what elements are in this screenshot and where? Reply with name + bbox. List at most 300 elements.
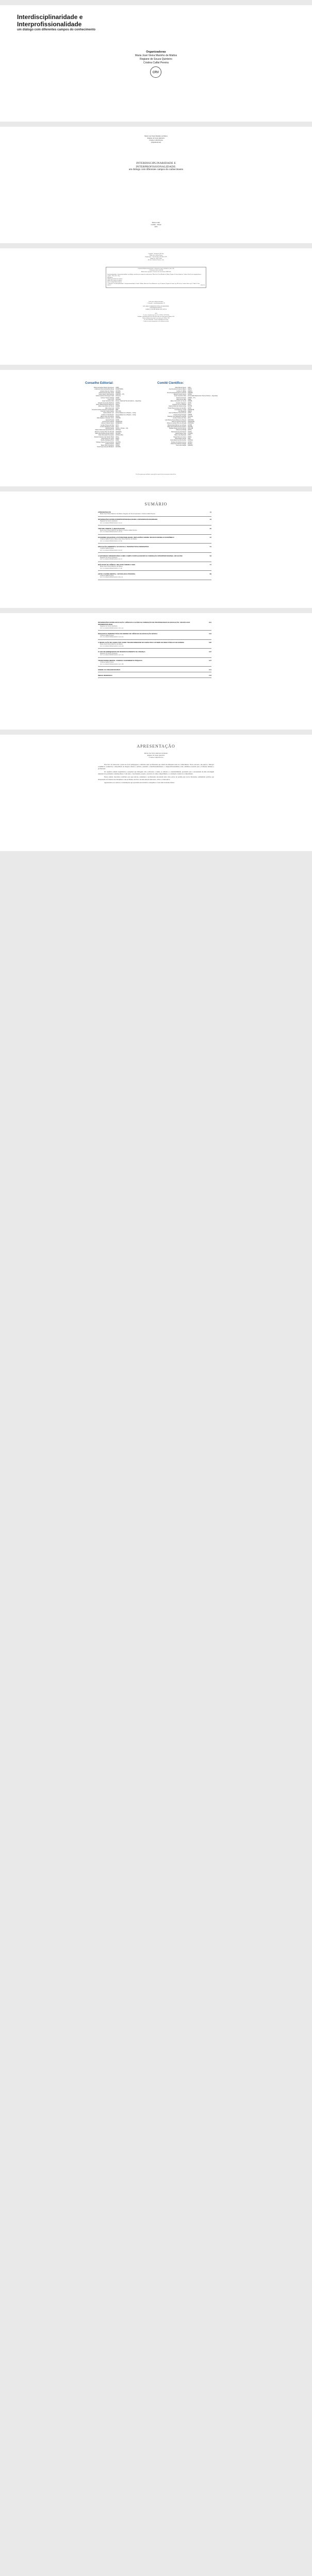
toc-entry-title: VIRTUDE FRENTE À (IN)CIVILIDADE xyxy=(98,527,125,530)
toc-entry xyxy=(98,641,211,649)
imprint-line: Todos os direitos desta edição reservados pela: Editora CRV xyxy=(142,318,170,319)
index-title: Índice para catálogo sistemático xyxy=(149,301,163,302)
council-member-name: Francisco Carlos Duarte xyxy=(101,411,114,413)
council-member-name: Guillermo Arias Beatón xyxy=(101,414,114,416)
book-doi: DOI 10.24824/978652510000.0 xyxy=(107,282,122,283)
council-member-name: Anna Augusta Sampaio de Oliveira xyxy=(167,392,186,394)
toc-entry-heading xyxy=(98,621,211,625)
toc-entry-doi: DOI: 10.24824/978652510000.0.63-76 xyxy=(100,558,122,561)
toc-entry-doi: DOI: 10.24824/978652510000.0.113-124 xyxy=(100,636,124,638)
cdd-code: CDD 370 xyxy=(200,285,205,286)
council-member-name: Carmen Tereza Velanga xyxy=(101,397,114,399)
council-member-affiliation: (UERJ) xyxy=(188,388,192,391)
council-member-name: Aldira Guimarães Duarte Domínguez xyxy=(93,387,114,388)
organizer-name: Cristina Calfat Pereira xyxy=(149,139,163,141)
scientific-committee-title: Comitê Científico: xyxy=(157,382,184,385)
presentation-author: Cristina Calfat Pereira xyxy=(149,756,163,758)
council-member-affiliation: (UPF) xyxy=(188,387,191,388)
council-member-name: Tania Suely Azevedo Brasileiro xyxy=(97,446,114,448)
council-member-affiliation: (UNIR) xyxy=(116,397,120,399)
toc-entry-authors: Maria José Vieira Marinho de Mattos xyxy=(100,566,123,568)
toc-list-2 xyxy=(98,621,211,680)
council-member-name: Najela Tavares Ujiie xyxy=(175,433,186,435)
toc-entry xyxy=(98,573,211,580)
council-member-name: Jailson Alves dos Santos xyxy=(100,416,114,418)
council-member-name: Ilma Passos A. Veiga xyxy=(174,409,186,411)
council-member-affiliation: (Universidade de La Havana – Cuba) xyxy=(116,412,136,414)
credits-block xyxy=(108,253,204,261)
toc-entry xyxy=(98,674,211,678)
presentation-paragraph: Este livro foi elaborado a partir de trocas pedagógicas e reflexões entre profissionais que atuam em diferentes áreas do conhecimento. Nosso encontro, em grupos e diálogos acadêmicos, evidenciou a importância de integrar saberes e práticas, pensando a interdisciplinaridade e a interprofissionalidade como caminhos possíveis para a formação humana e profissional. xyxy=(98,764,214,770)
council-member-affiliation: (Unieuro) xyxy=(116,395,121,397)
presentation-author: Maria José Vieira Marinho de Mattos xyxy=(144,752,168,754)
cip-subjects: 1. Educação 2. Interdisciplinaridade 3. Interprofissionalidade 4. Saúde I. Mattos, Maria José Vieira Marinho de. org. II. Quinteiro, Regiane de Souza. org. III. Pereira, Cristina Calfat. org. IV. Título V. Série. xyxy=(107,283,200,284)
council-member-name: Maria de Lourdes Pinto de Almeida xyxy=(94,431,114,433)
council-member-name: Elizeu Clementino de Souza xyxy=(170,400,186,402)
toc-entry-title: APRESENTAÇÃO xyxy=(98,511,111,513)
council-member-name: Andréia N. Militão xyxy=(176,390,186,392)
council-member-name: Marcos Vinicius Francisco xyxy=(172,420,186,422)
toc-divider xyxy=(98,525,211,526)
imprint-website: Conheça os nossos lançamentos: www.editoracrv.com.br xyxy=(143,321,169,322)
logo-text: CRV xyxy=(152,71,159,74)
council-member-affiliation: (UFMG) xyxy=(116,402,120,404)
council-member-name: Lourdes Helena da Silva xyxy=(100,424,114,426)
council-member-affiliation: (UFRJ) xyxy=(116,416,120,418)
council-member-name: Élsio José Corá xyxy=(105,407,114,409)
council-member-name: Anselmo Alencar Colares xyxy=(100,390,114,392)
council-member-affiliation: (UNESP) xyxy=(116,417,121,419)
presentation-authors xyxy=(0,752,312,758)
council-member-name: Mohammed Elhajji xyxy=(176,429,186,431)
cip-bibliography: Bibliografia xyxy=(107,277,113,278)
publisher-name: Editora CRV xyxy=(152,222,160,224)
toc-entry-page: 25 xyxy=(209,527,211,530)
toc-entry-page: 113 xyxy=(209,632,211,635)
toc-entry-authors: Cristina Calfat Pereira xyxy=(100,662,114,664)
toc-entry-title: A RESOLUÇÃO DE CONFLITOS COMO TRANSFORMADOR DO ESPECTRO AUTISMO NO MEIO PÚBLICO DE ENSINO xyxy=(98,641,184,644)
toc-entry-page: 171 xyxy=(208,668,211,671)
council-member-name: Francisco Ari de Andrade xyxy=(172,403,186,405)
council-member-name: Maria Cristina dos Santos Bezerra xyxy=(95,429,114,431)
toc-entry-title: O USO DE BRINQUEDOS NO DESENVOLVIMENTO DA CRIANÇA xyxy=(98,650,145,653)
toc-list xyxy=(98,511,211,582)
council-member-affiliation: (UFBA) xyxy=(188,394,192,396)
council-member-affiliation: (UTFPR) xyxy=(188,433,193,435)
toc-entry xyxy=(98,555,211,562)
cip-title: DADOS INTERNACIONAIS DE CATALOGAÇÃO NA PUBLICAÇÃO (CIP) xyxy=(138,268,174,269)
council-member-name: Maria Eurácia Barreto de Andrade xyxy=(167,424,186,426)
cover-title xyxy=(17,13,83,28)
toc-entry-page: 125 xyxy=(208,641,211,644)
council-member-affiliation: (UFOPA) xyxy=(116,390,121,392)
toc-entry-doi: DOI: 10.24824/978652510000.0.13-24 xyxy=(100,522,122,524)
toc-entry-authors: Maria José Vieira Marinho de Mattos; Regiane de Souza Quinteiro; Cristina Calfat Pereira xyxy=(100,513,155,515)
council-member-affiliation: (UNOESTE) xyxy=(188,420,195,422)
council-member-affiliation: (UFV) xyxy=(116,424,119,426)
council-member-name: Ana Chrystina Venancio Mignot xyxy=(169,388,186,391)
toc-entry-doi: DOI: 10.24824/978652510000.0.147-156 xyxy=(100,663,124,665)
council-member-affiliation: (UCB) xyxy=(188,412,191,414)
toc-entry xyxy=(98,511,211,516)
isbn-physical: ISBN Físico 978-65-251-0000-0 xyxy=(107,280,122,281)
publisher-city: Curitiba – Brasil xyxy=(151,224,161,226)
toc-entry-page: 51 xyxy=(209,545,211,548)
council-member-affiliation: (UNISAL) xyxy=(188,439,193,442)
cip-box xyxy=(106,267,206,288)
toc-entry-authors: Cristina Calfat Pereira xyxy=(100,634,114,636)
editorial-council-title: Conselho Editorial: xyxy=(85,382,114,385)
council-member-name: Elione Maria Nogueira Diogenes xyxy=(96,403,114,405)
council-member xyxy=(157,445,224,446)
toc-entry-page: 173 xyxy=(208,674,211,676)
book-subtitle: um diálogo com diferentes campos do conhecimento xyxy=(128,168,184,171)
review-note: Este livro passou por avaliação e aprovação às cegas de dois ou mais pareceristas ad hoc. xyxy=(136,474,176,475)
council-member-affiliation: (UFSCar) xyxy=(116,429,121,431)
cover-title-line1: Interdisciplinaridade e xyxy=(17,13,83,21)
presentation-body xyxy=(98,764,214,785)
council-member-name: Josania Portela xyxy=(105,419,114,421)
council-member-affiliation: (UFOPA) xyxy=(188,426,193,428)
toc-divider xyxy=(98,543,211,544)
council-member-name: Andréia da Silva Quintanilha Sousa xyxy=(94,388,114,391)
council-member-affiliation: (UEPG) xyxy=(116,443,120,445)
toc-entry-page: 37 xyxy=(209,536,211,539)
toc-entry-page: 147 xyxy=(208,659,211,662)
scientific-committee xyxy=(157,381,224,446)
toc-page-2 xyxy=(0,613,312,730)
council-member-affiliation: (UFRJ) xyxy=(188,429,192,431)
council-member-affiliation: (FURG) xyxy=(188,443,192,445)
council-member-name: Suzana dos Santos Gomes xyxy=(171,441,186,443)
toc-divider xyxy=(98,657,211,658)
organizer-role: (Organizadoras) xyxy=(151,141,161,143)
council-member-affiliation: (UNICEUB) xyxy=(188,409,194,411)
council-member-name: Maria Lília Imbiriba Sousa Colares xyxy=(167,426,186,428)
imprint-line: Foi feito o depósito legal conf. Lei 10.994 de 14/12/2004 xyxy=(143,315,169,316)
toc-entry-title: DESAFIOS E PERSPECTIVAS DO ENSINO DE CIÊNCIAS NA EDUCAÇÃO BÁSICA xyxy=(98,632,158,635)
toc-entry-title: DIÁLOGOS DA CIÊNCIA: RELATOS SOBRE O SER xyxy=(98,564,135,566)
council-member-affiliation: (UFRB) xyxy=(188,424,192,426)
council-member-affiliation: (UFV) xyxy=(188,417,191,419)
council-member-affiliation: (UNOESC) xyxy=(116,431,122,433)
council-member-affiliation: (UFRRJ) xyxy=(116,392,121,394)
toc-entry-page: 63 xyxy=(209,554,211,557)
council-member-name: Maria de Lourdes Pinto de Almeida xyxy=(167,422,186,425)
council-member-name: Cesar Gerónimo Tello xyxy=(174,395,186,397)
council-member-name: Helder Buenos Aires de Carvalho xyxy=(168,407,186,409)
cover-page xyxy=(0,5,312,122)
council-member-name: Altair Alberto Fávero xyxy=(175,387,186,388)
app-note: CONHEÇA E BAIXE NOSSO APLICATIVO! xyxy=(145,309,167,310)
toc-entry-authors: Regiane de Souza Quinteiro xyxy=(100,625,118,627)
imprint-line: Proibida a reprodução parcial ou total desta obra sem autorização da Editora CRV xyxy=(137,316,175,317)
credit-line: Imagem de Capa: Freepik xyxy=(150,258,162,259)
council-member-affiliation: (Universidade de La Havana – Cuba) xyxy=(116,414,136,416)
council-member-affiliation: (UFG) xyxy=(116,436,119,438)
council-member-name: Jussara Fraga Portugal xyxy=(173,414,186,416)
council-member-affiliation: (UFC) xyxy=(188,403,191,405)
council-member-affiliation: (UDESC) xyxy=(188,445,193,447)
presentation-paragraph: Nesse sentido, buscamos contribuir para que leitores, estudantes e profissionais encontrem nesta obra pontos de partida para novas discussões, estimulando práticas que ultrapassem as fronteiras das disciplinas e das profissões, em favor de uma atuação mais ética, crítica e colaborativa. xyxy=(98,776,214,781)
toc-entry xyxy=(98,518,211,526)
imprint-contact: Tel.: (41) 3039-6418 – E-mail: sac@editoracrv.com.br xyxy=(143,319,169,320)
toc-entry xyxy=(98,633,211,640)
presentation-paragraph: Os capítulos reúnem experiências e pesquisas que dialogam com a educação, a saúde, as ciências e a sustentabilidade, apontando para a necessidade de uma abordagem ampliada dos problemas contemporâneos. Cada texto, à sua maneira, propõe o exercício do olhar compartilhado e a construção coletiva do conhecimento. xyxy=(98,771,214,775)
toc-entry xyxy=(98,651,211,658)
title-page-organizers xyxy=(0,135,312,143)
council-member-name: Maria Lília Imbiriba Sousa Colares xyxy=(95,433,114,435)
council-member-affiliation: (Unemat) xyxy=(188,416,193,418)
council-member-name: Kilwangy Kya Kapitango-a-Samba xyxy=(167,416,186,418)
council-member-affiliation: (UFOPA) xyxy=(116,446,121,448)
toc-entry-doi: DOI: 10.24824/978652510000.0.101-112 xyxy=(100,627,124,629)
council-member-name: Mônica Pereira dos Santos xyxy=(171,431,186,433)
council-member-affiliation: (UNIEURO) xyxy=(116,422,122,425)
cover-subtitle: um diálogo com diferentes campos do conhecimento xyxy=(17,28,96,31)
council-member-affiliation: (UNEB) xyxy=(188,400,192,402)
council-member-affiliation: (UFFS) xyxy=(116,407,120,409)
council-member-name: Carlos Alberto Vilar Estêvão xyxy=(98,394,114,396)
organizer-name: Regiane de Souza Quinteiro xyxy=(147,137,165,139)
council-member-name: Nilson José Machado xyxy=(174,434,186,436)
title-page-imprint xyxy=(0,222,312,228)
council-member-name: Míghian Danae Ferreira Nunes xyxy=(169,428,186,430)
toc-entry xyxy=(98,564,211,571)
council-member-affiliation: (UFRJ) xyxy=(188,431,192,433)
council-member-affiliation: (UFV) xyxy=(116,426,119,428)
council-member-affiliation: (UFPI) xyxy=(188,402,192,404)
credit-line: Revisão: Analista de Escrita e Artes xyxy=(147,260,165,261)
toc-entry-title: EDUCAÇÃO AMBIENTAL NA ESCOLA: PERSPECTIVAS DIFERENTES xyxy=(98,545,149,548)
digital-note: ESTA OBRA TAMBÉM ENCONTRA-SE DISPONÍVEL xyxy=(143,306,169,307)
toc-entry xyxy=(98,659,211,667)
toc-entry-title: ECONOMIA SOLIDÁRIA E SUSTENTABILIDADE: REFLEXÕES SOBRE UM NOVO MODELO ECONÔMICO xyxy=(98,536,174,539)
council-member-name: Fernando Antônio Gonçalves Alcoforado xyxy=(92,409,114,411)
council-member-affiliation: (UFOP) xyxy=(188,405,192,408)
organizer-name: Maria José Vieira Marinho de Mattos xyxy=(144,135,168,137)
toc-entry-heading xyxy=(98,669,211,671)
organizer-name: Maria José Vieira Marinho de Mattos xyxy=(135,54,177,57)
council-member-name: Gloria Fariñas León xyxy=(103,412,114,414)
council-member-name: Eliane Rose Maio xyxy=(176,399,186,401)
toc-entry-doi: DOI: 10.24824/978652510000.0.77-88 xyxy=(100,567,122,569)
council-member-affiliation: (UNISINOS) xyxy=(116,420,123,422)
council-member-affiliation: (UNB) xyxy=(116,439,119,442)
presentation-paragraph: Agradecemos aos autores e às instituições que apoiaram esta iniciativa e desejamos a todos uma excelente leitura. xyxy=(104,781,175,784)
toc-entry xyxy=(98,546,211,553)
council-member-name: José de Ribamar Sousa Pereira xyxy=(169,412,186,414)
council-member-affiliation: (UFPI) xyxy=(116,419,120,421)
toc-entry-doi: DOI: 10.24824/978652510000.0.51-62 xyxy=(100,549,122,551)
council-member-name: Leonel Severo Rocha xyxy=(102,420,114,422)
council-member-affiliation: (UNIDA – PY) xyxy=(188,397,195,399)
toc-divider xyxy=(98,516,211,517)
toc-entry-title: TRANSTORNO MENTAL COMUM E SOFRIMENTO PSÍQUICO xyxy=(98,659,142,662)
council-member-name: Silvia Regina Canan xyxy=(175,437,186,439)
credit-line: Diagramação e Capa: Designers da Editora CRV xyxy=(145,257,167,258)
council-member-affiliation: (URI) xyxy=(188,437,191,439)
title-page xyxy=(0,127,312,243)
toc-entry-title: ARTE E SAÚDE MENTAL: UM DIÁLOGO POSSÍVEL xyxy=(98,572,136,575)
council-member-name: Vera Lucia Gaspar xyxy=(176,445,186,447)
title-page-title xyxy=(0,162,312,172)
council-member-affiliation: (UNEB) xyxy=(116,405,120,408)
council-member-affiliation: (UNB) xyxy=(116,387,119,388)
council-member-name: Carlos Federico Dominguez Avila xyxy=(95,395,114,397)
toc-entry-doi: DOI: 10.24824/978652510000.0.25-36 xyxy=(100,531,122,533)
toc-entry-page: 101 xyxy=(208,621,211,623)
imprint-year: 2023 xyxy=(155,313,157,314)
organizers-label: Organizadoras xyxy=(146,50,166,54)
publication-year: 2023 xyxy=(154,226,158,228)
council-member-name: Renato Francisco dos Santos Paula xyxy=(94,436,114,438)
presentation-title: APRESENTAÇÃO xyxy=(137,744,175,749)
toc-entry xyxy=(98,669,211,672)
council-member-name: Lourdes Helena da Silva xyxy=(172,417,186,419)
council-member-name: Marcelo Paixão xyxy=(105,428,114,430)
council-member-affiliation: (IPB) xyxy=(116,409,119,411)
copyright-page xyxy=(0,248,312,365)
toc-entry xyxy=(98,528,211,535)
council-member-affiliation: (UNIR/UFRN) xyxy=(116,388,123,391)
council-member-affiliation: (UFSCar) xyxy=(116,399,121,401)
toc-entry-authors: Cristina Calfat Pereira xyxy=(100,574,114,577)
organizer-name: Regiane de Souza Quinteiro xyxy=(140,58,172,61)
council-member-name: Sérgio Nunes de Jesus xyxy=(173,436,186,438)
toc-entry-authors: Maria José Vieira Marinho de Mattos; Cristina Calfat Pereira xyxy=(100,529,137,531)
toc-entry-page: 77 xyxy=(209,564,211,566)
editorial-council xyxy=(85,381,152,448)
council-member-name: Celso Conti xyxy=(107,399,114,401)
council-member-affiliation: (UEM) xyxy=(188,399,191,401)
council-member-affiliation: (UFPI) xyxy=(188,407,192,409)
council-member-name: Simone Rodrigues Pinto xyxy=(101,439,114,442)
toc-entry-title: INTERSEÇÕES ENTRE INTERPROFISSIONALIDADE E INTERDISCIPLINARIDADE xyxy=(98,518,158,521)
council-member-affiliation: (UFAL) xyxy=(116,403,120,405)
council-member xyxy=(85,446,152,448)
council-member-name: Lucia Marisy Souza Ribeiro de Oliveira xyxy=(165,419,186,421)
council-member-name: João Adalberto Campato Junior xyxy=(96,417,114,419)
toc-entry-doi: DOI: 10.24824/978652510000.0.37-50 xyxy=(100,540,122,542)
council-member-affiliation: (UNOESC) xyxy=(188,422,194,425)
council-member-name: Tadeu Oliver Gonçalves xyxy=(101,445,114,447)
toc-entry xyxy=(98,536,211,544)
toc-entry-page: 13 xyxy=(209,518,211,521)
council-member-affiliation: (USP) xyxy=(188,434,191,436)
cip-body: Interdisciplinaridade e interprofissionalidade: um diálogo com diferentes campos do conhecimento / Maria José Vieira Marinho de Mattos, Regiane de Souza Quinteiro, Cristina Calfat Pereira (organizadoras) – Curitiba : CRV, 2023. 176 p. xyxy=(107,274,202,277)
council-member-affiliation: (Univer. Nacional Três de Febrero – Argentina) xyxy=(116,400,141,402)
cover-title-line2: Interprofissionalidade xyxy=(17,21,82,28)
index-item: 1. Educação – interdisciplinaridade 370 xyxy=(147,303,165,304)
book-title: INTERDISCIPLINARIDADE E INTERPROFISSIONALIDADE: xyxy=(136,162,176,168)
council-page xyxy=(0,370,312,486)
cip-subtitle: CATALOGAÇÃO NA FONTE xyxy=(149,270,163,271)
credit-line: Copyright © da Editora CRV Ltda. xyxy=(148,253,164,255)
council-member-affiliation: (UFOPA) xyxy=(116,433,121,435)
toc-entry-authors: Regiane de Souza Quinteiro xyxy=(100,652,118,654)
toc-entry-title: INTERSEÇÕES ENTRE EDUCAÇÃO, CIÊNCIAS E SAÚDE NA FORMAÇÃO DE PROFISSIONAIS DA EDUCAÇÃO: UM DIÁLOGO INTERDISCIPLINAR xyxy=(98,621,190,625)
toc-divider xyxy=(98,639,211,640)
toc-page xyxy=(0,492,312,608)
toc-entry-authors: Maria José Vieira Marinho de Mattos xyxy=(100,643,123,646)
council-member-affiliation: (IFRO) xyxy=(188,436,192,438)
toc-entry-doi: DOI: 10.24824/978652510000.0.137-146 xyxy=(100,654,124,656)
toc-entry-authors: Regiane de Souza Quinteiro xyxy=(100,520,118,522)
council-member-affiliation: (PUC-PR) xyxy=(116,411,121,413)
council-member-name: Diosnel Centurion xyxy=(176,397,186,399)
publisher-logo-icon xyxy=(150,66,162,78)
toc-entry-page: 11 xyxy=(209,511,211,513)
digital-note: EM FORMATO DIGITAL. xyxy=(150,308,162,309)
council-member-affiliation: (UNILAB) xyxy=(188,428,193,430)
council-member-name: Eduardo Fernandes Barbosa xyxy=(98,402,114,404)
index-block xyxy=(106,301,206,311)
organizer-name: Cristina Calfat Pereira xyxy=(143,61,169,64)
isbn-digital: ISBN Digital 978-65-251-0000-0 xyxy=(107,279,123,280)
toc-entry-authors: Regiane de Souza Quinteiro xyxy=(100,556,118,558)
council-member-name: Luciano Rodrigues Costa xyxy=(100,426,114,428)
council-member-affiliation: (UNIFAL-MG) xyxy=(116,434,123,436)
council-member-name: Paulo Romualdo Hernandes xyxy=(98,434,114,436)
presentation-author: Regiane de Souza Quinteiro xyxy=(147,754,165,756)
council-member-name: Sonia Maria Ferreira Koehler xyxy=(170,439,186,442)
toc-divider xyxy=(98,534,211,535)
council-member-name: Sydione Santos xyxy=(105,443,114,445)
toc-entry-title: SOBRE AS ORGANIZADORAS xyxy=(98,668,121,671)
council-member-affiliation: (Universidad Nacional de Três de Febrero – Argentina) xyxy=(188,395,218,397)
council-member-name: Lídia de Oliveira Xavier xyxy=(101,422,114,425)
credit-line: Editor-chefe: Railson Moura xyxy=(149,255,163,256)
toc-entry-heading xyxy=(98,674,211,676)
council-member-name: Elizeu Clementino de Souza xyxy=(98,405,114,408)
council-member-affiliation: (UMINHO – PT) xyxy=(116,394,124,396)
council-member-affiliation: (UNESP) xyxy=(188,392,193,394)
council-member-affiliation: (UEMS) xyxy=(188,390,192,392)
council-member-affiliation: (UNIVASF) xyxy=(188,419,194,421)
presentation-page xyxy=(0,735,312,851)
cover-organizers xyxy=(0,50,312,65)
council-member-affiliation: (UFOPA) xyxy=(116,441,121,443)
toc-entry-authors: Cristina Calfat Pereira xyxy=(100,547,114,549)
council-member-name: Vânia Alves Martins Chaigar xyxy=(170,443,186,445)
toc-title: SUMÁRIO xyxy=(144,502,168,506)
council-member-name: Cesar Gerónimo Tello xyxy=(102,400,114,402)
cip-librarian: Bibliotecária responsável: Luzenira Alves dos Santos CRB9/1506 xyxy=(141,272,171,273)
toc-entry-doi: DOI: 10.24824/978652510000.0.125-136 xyxy=(100,645,124,647)
council-member-affiliation: (UFMG) xyxy=(188,441,192,443)
council-member-name: Inês Bragança xyxy=(178,411,186,413)
toc-entry-page: 89 xyxy=(209,572,211,575)
toc-entry xyxy=(98,621,211,631)
council-member-affiliation: (UFRJ e UTexas – US) xyxy=(116,428,128,430)
council-member-name: Fauston Negreiros xyxy=(176,402,186,404)
council-member-name: Barbara Coelho Neves xyxy=(173,394,186,396)
toc-entry-title: ÍNDICE REMISSIVO xyxy=(98,674,112,676)
council-member-affiliation: (UERJ) xyxy=(188,411,192,413)
toc-divider xyxy=(98,677,211,678)
toc-entry-doi: DOI: 10.24824/978652510000.0.89-100 xyxy=(100,577,123,579)
council-member-name: Gláucia Maria dos Santos Jorge xyxy=(168,405,186,408)
council-member-affiliation: (IFRO) xyxy=(116,437,120,439)
council-member-name: Sérgio Nunes de Jesus xyxy=(101,437,114,439)
toc-entry-title: A EXTENSÃO UNIVERSITÁRIA COMO CAMPO FORTALECEDOR DA FORMAÇÃO INTERPROFISSIONAL EM SAÚDE xyxy=(98,554,183,557)
cdu-code: CDU 37 xyxy=(107,285,111,286)
council-member-affiliation: (UFPA) xyxy=(116,445,120,447)
council-member-name: Solange Helena Ximenes-Rocha xyxy=(96,441,114,443)
toc-entry-authors: Cristina Calfat Pereira; Maria José Vieira Marinho de Mattos xyxy=(100,538,137,540)
imprint-block xyxy=(106,313,206,323)
